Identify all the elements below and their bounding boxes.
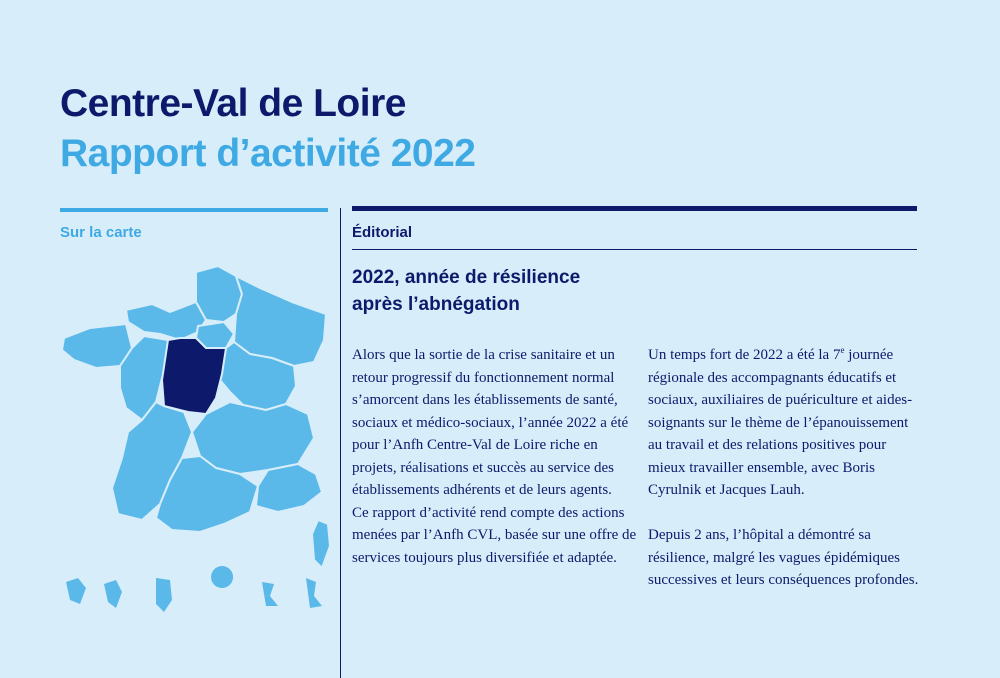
editorial-paragraph: Alors que la sortie de la crise sanitaire et un retour progressif du fonctionnement normal s’amorcent dans les établissements de santé, sociaux et médico-sociaux, l’année 2022 a été pour l’Anfh Centre-Val de Loire riche en projets, réalisations et succès au service des établissements adhérents et de leurs agents. <box>352 347 629 498</box>
editorial-column-2 <box>648 344 923 592</box>
editorial-paragraph: Ce rapport d’activité rend compte des actions menées par l’Anfh CVL, basée sur une offre de services toujours plus diversifiée et adaptée. <box>352 504 637 566</box>
editorial-column-1 <box>352 344 637 569</box>
map-region-bretagne <box>62 324 132 368</box>
editorial-underline <box>352 249 917 250</box>
editorial-section-label: Éditorial <box>352 224 413 241</box>
map-overseas-guadeloupe <box>66 578 86 604</box>
headline-line-1: 2022, année de résilience <box>352 267 581 288</box>
page-title-report: Rapport d’activité 2022 <box>60 132 476 175</box>
map-overseas-saint-pierre <box>306 578 322 608</box>
map-region-centre-val-de-loire-highlight <box>162 338 226 414</box>
map-region-corse <box>312 520 330 568</box>
france-regions-map <box>60 262 340 662</box>
map-overseas-martinique <box>104 580 122 608</box>
page-title-region: Centre-Val de Loire <box>60 82 406 125</box>
map-overseas-mayotte <box>262 582 278 606</box>
map-overseas-guyane <box>156 578 172 612</box>
headline-line-2: après l’abnégation <box>352 294 520 315</box>
map-section-label: Sur la carte <box>60 224 142 241</box>
editorial-headline <box>352 264 672 318</box>
right-column-rule <box>352 206 917 211</box>
map-region-normandie <box>126 302 206 340</box>
map-overseas-la-reunion <box>211 566 233 588</box>
editorial-paragraph: Depuis 2 ans, l’hôpital a démontré sa résilience, malgré les vagues épidémiques successives et leurs conséquences profondes. <box>648 527 919 588</box>
left-column-rule <box>60 208 328 212</box>
editorial-paragraph: Un temps fort de 2022 a été la 7e journée régionale des accompagnants éducatifs et sociaux, auxiliaires de puériculture et aides-soignants sur le thème de l’épanouissement au travail et des relations positives pour mieux travailler ensemble, avec Boris Cyrulnik et Jacques Lauh. <box>648 345 913 498</box>
column-separator <box>340 208 341 678</box>
